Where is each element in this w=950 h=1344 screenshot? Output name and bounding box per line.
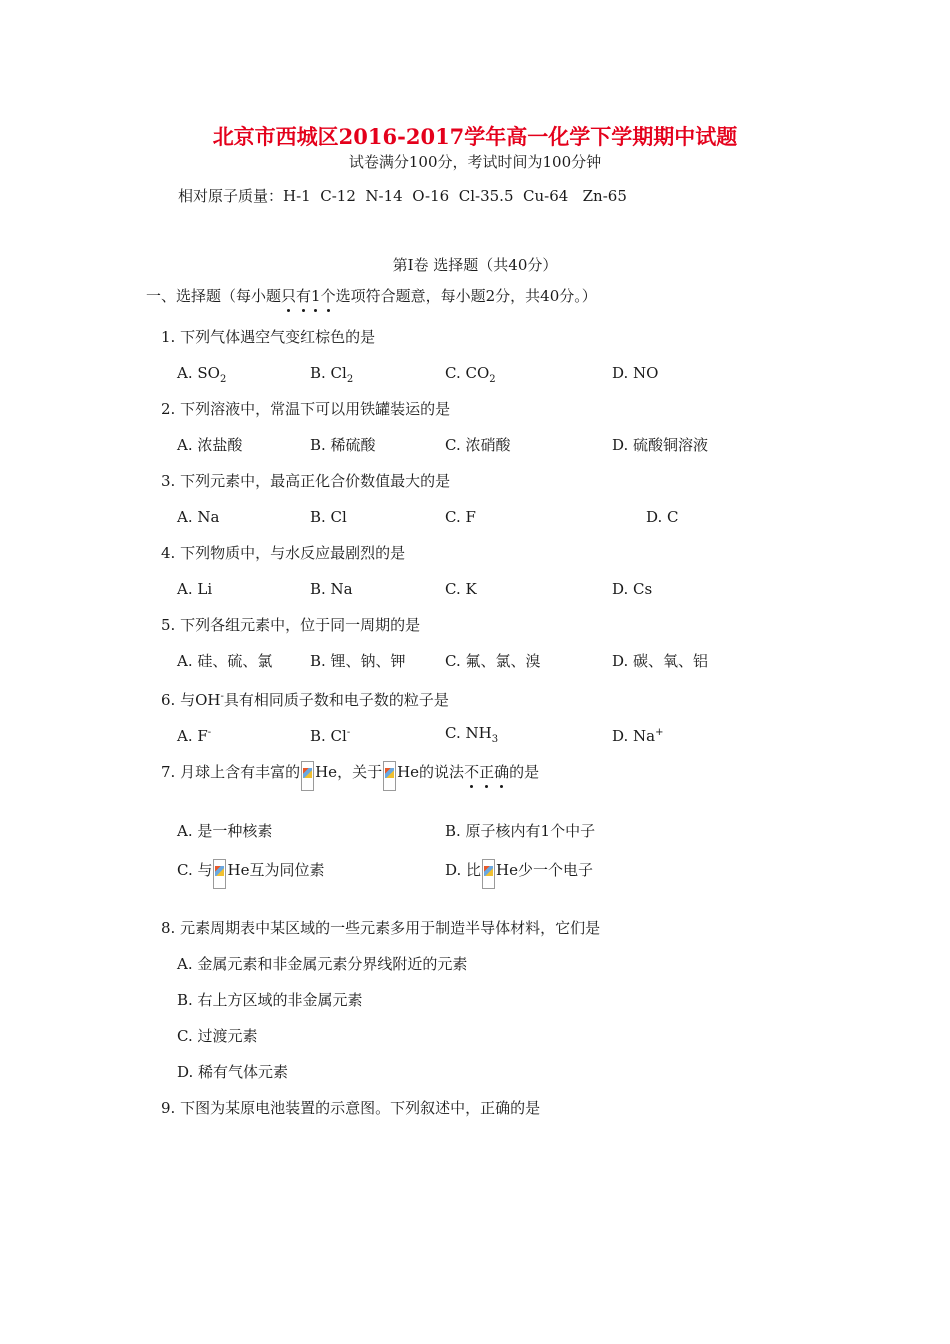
q1-option-a[interactable]: A. $SO_2$ <box>177 364 227 385</box>
q4-option-c[interactable]: C. K <box>445 580 477 598</box>
q4-option-b[interactable]: B. Na <box>310 580 353 598</box>
question-9-stem: 9. 下图为某原电池装置的示意图。下列叙述中，正确的是 <box>161 1099 541 1117</box>
emphasis-char: 确 <box>494 763 510 781</box>
question-4-stem: 4. 下列物质中，与水反应最剧烈的是 <box>161 544 406 562</box>
isotope-image-icon <box>213 859 226 889</box>
isotope-image-icon <box>301 761 314 791</box>
section-heading: 第Ⅰ卷 选择题（共40分） <box>392 256 558 274</box>
question-6-stem: 6. 与OH-具有相同质子数和电子数的粒子是 <box>161 691 449 709</box>
q7-option-d[interactable]: D. 比 He少一个电子 <box>445 859 593 889</box>
section-instructions <box>146 286 597 306</box>
q6-option-c[interactable]: C. $NH_3$ <box>445 724 499 745</box>
exam-title: 北京市西城区2016-2017学年高一化学下学期期中试题 <box>212 124 738 149</box>
isotope-image-icon <box>383 761 396 791</box>
emphasis-char: 有 <box>296 287 312 305</box>
q3-option-c[interactable]: C. F <box>445 508 476 526</box>
exam-subtitle: 试卷满分100分，考试时间为100分钟 <box>348 153 602 171</box>
q8-option-a[interactable]: A. 金属元素和非金属元素分界线附近的元素 <box>177 955 468 973</box>
q5-option-b[interactable]: B. 锂、钠、钾 <box>310 652 406 670</box>
q3-option-d[interactable]: D. C <box>646 508 679 526</box>
q2-option-d[interactable]: D. 硫酸铜溶液 <box>612 436 709 454</box>
q1-option-c[interactable]: C. $CO_2$ <box>445 364 496 385</box>
isotope-image-icon <box>482 859 495 889</box>
q3-option-a[interactable]: A. Na <box>177 508 220 526</box>
q6-option-a[interactable]: A. F- <box>177 727 212 745</box>
question-3-stem: 3. 下列元素中，最高正化合价数值最大的是 <box>161 472 451 490</box>
q6-option-d[interactable]: D. Na+ <box>612 727 664 745</box>
emphasis-char: 个 <box>320 287 336 305</box>
q2-option-b[interactable]: B. 稀硫酸 <box>310 436 376 454</box>
question-8-stem: 8. 元素周期表中某区域的一些元素多用于制造半导体材料，它们是 <box>161 919 601 937</box>
instr-pre: 一、选择题（每小题 <box>146 287 282 305</box>
q8-option-d[interactable]: D. 稀有气体元素 <box>177 1063 289 1081</box>
q4-option-d[interactable]: D. Cs <box>612 580 653 598</box>
emphasis-char: 不 <box>464 763 480 781</box>
question-5-stem: 5. 下列各组元素中，位于同一周期的是 <box>161 616 421 634</box>
emphasis-char: 1 <box>311 287 321 305</box>
instr-post: 选项符合题意，每小题2分，共40分。） <box>335 287 597 305</box>
q3-option-b[interactable]: B. Cl <box>310 508 347 526</box>
emphasis-char: 正 <box>479 763 495 781</box>
atomic-mass-line: 相对原子质量：H-1 C-12 N-14 O-16 Cl-35.5 Cu-64 Zn-65 <box>178 187 627 205</box>
emphasis-char: 只 <box>281 287 297 305</box>
question-2-stem: 2. 下列溶液中，常温下可以用铁罐装运的是 <box>161 400 451 418</box>
q5-option-a[interactable]: A. 硅、硫、氯 <box>177 652 273 670</box>
q8-option-b[interactable]: B. 右上方区域的非金属元素 <box>177 991 363 1009</box>
q6-option-b[interactable]: B. Cl- <box>310 727 351 745</box>
q7-option-b[interactable]: B. 原子核内有1个中子 <box>445 822 596 840</box>
q7-option-c[interactable]: C. 与 He互为同位素 <box>177 859 324 889</box>
q2-option-c[interactable]: C. 浓硝酸 <box>445 436 511 454</box>
q1-option-d[interactable]: D. NO <box>612 364 659 382</box>
q1-option-b[interactable]: B. $Cl_2$ <box>310 364 354 385</box>
question-7-stem: 7. 月球上含有丰富的 He，关于 He的说法不正确的是 <box>161 761 539 791</box>
q2-option-a[interactable]: A. 浓盐酸 <box>177 436 243 454</box>
q5-option-d[interactable]: D. 碳、氧、铝 <box>612 652 709 670</box>
q7-option-a[interactable]: A. 是一种核素 <box>177 822 273 840</box>
q8-option-c[interactable]: C. 过渡元素 <box>177 1027 258 1045</box>
q4-option-a[interactable]: A. Li <box>177 580 213 598</box>
question-1-stem: 1. 下列气体遇空气变红棕色的是 <box>161 328 376 346</box>
q5-option-c[interactable]: C. 氟、氯、溴 <box>445 652 541 670</box>
